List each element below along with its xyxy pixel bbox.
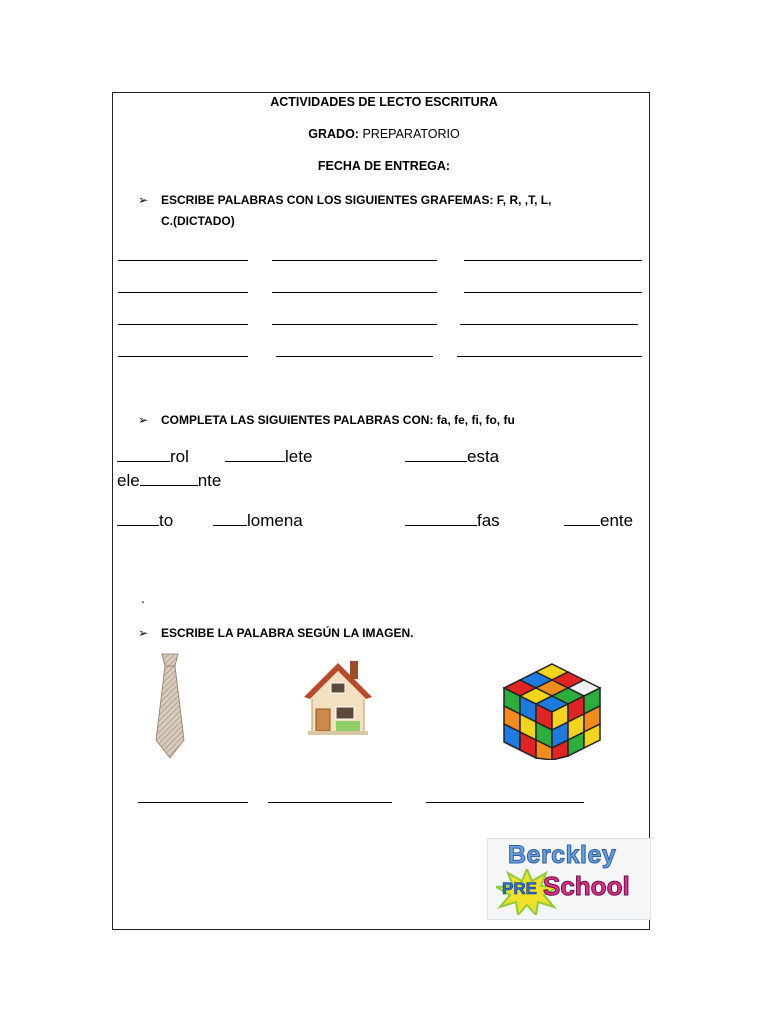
answer-line[interactable]: [464, 292, 642, 293]
stray-dot: .: [141, 590, 145, 606]
word-suffix: to: [159, 511, 174, 530]
logo-pre: PRE: [502, 879, 537, 898]
fill-word: [117, 511, 173, 531]
answer-line[interactable]: [268, 802, 392, 803]
logo-school: School: [543, 871, 630, 901]
rubiks-cube-image: [496, 660, 608, 760]
house-image: [302, 655, 374, 737]
fill-blank[interactable]: [117, 524, 159, 526]
fill-word: [225, 447, 312, 467]
word-suffix: lete: [285, 447, 313, 466]
word-suffix: rol: [170, 447, 189, 466]
answer-line[interactable]: [118, 260, 248, 261]
answer-line[interactable]: [426, 802, 584, 803]
section2-instruction-prefix: COMPLETA LAS SIGUIENTES PALABRAS CON:: [161, 413, 437, 427]
section2-syllables: fa, fe, fi, fo, fu: [436, 413, 515, 427]
grade-line: [0, 127, 768, 141]
answer-line[interactable]: [138, 802, 248, 803]
bullet-arrow-icon: ➢: [138, 193, 149, 207]
fill-word: [564, 511, 633, 531]
answer-line[interactable]: [460, 324, 638, 325]
worksheet-title: ACTIVIDADES DE LECTO ESCRITURA: [270, 95, 498, 109]
fill-blank[interactable]: [564, 524, 600, 526]
word-suffix: nte: [197, 471, 222, 490]
fill-blank[interactable]: [213, 524, 247, 526]
fill-word: [117, 471, 221, 491]
answer-line[interactable]: [276, 356, 433, 357]
answer-line[interactable]: [272, 260, 437, 261]
answer-line[interactable]: [118, 356, 248, 357]
word-prefix: ele: [117, 471, 140, 490]
bullet-arrow-icon: ➢: [138, 626, 149, 640]
answer-line[interactable]: [272, 292, 437, 293]
fill-word: [117, 447, 189, 467]
answer-line[interactable]: [464, 260, 642, 261]
bullet-arrow-icon: ➢: [138, 413, 149, 427]
word-suffix: lomena: [247, 511, 303, 530]
answer-line[interactable]: [118, 324, 248, 325]
word-suffix: fas: [477, 511, 500, 530]
grade-label: GRADO:: [308, 127, 359, 141]
fill-word: [405, 447, 499, 467]
answer-line[interactable]: [272, 324, 437, 325]
word-suffix: ente: [600, 511, 634, 530]
section3-instruction: ESCRIBE LA PALABRA SEGÚN LA IMAGEN.: [161, 626, 414, 640]
due-date-label: FECHA DE ENTREGA:: [317, 159, 451, 173]
fill-word: [213, 511, 303, 531]
grade-value: PREPARATORIO: [362, 127, 460, 141]
word-suffix: esta: [467, 447, 500, 466]
fill-blank[interactable]: [405, 524, 477, 526]
fill-word: [405, 511, 500, 531]
answer-line[interactable]: [457, 356, 642, 357]
fill-blank[interactable]: [225, 460, 285, 462]
tie-image: [148, 652, 192, 762]
section1-instruction: ESCRIBE PALABRAS CON LOS SIGUIENTES GRAFEMAS: F, R, ,T, L,: [161, 193, 552, 207]
logo-line1: Berckley: [508, 841, 617, 869]
section1-instruction-cont: C.(DICTADO): [161, 214, 235, 228]
section2-instruction: [161, 413, 515, 427]
answer-line[interactable]: [118, 292, 248, 293]
berckley-preschool-logo: [487, 838, 651, 920]
fill-blank[interactable]: [140, 484, 198, 486]
fill-blank[interactable]: [405, 460, 467, 462]
fill-blank[interactable]: [117, 460, 170, 462]
